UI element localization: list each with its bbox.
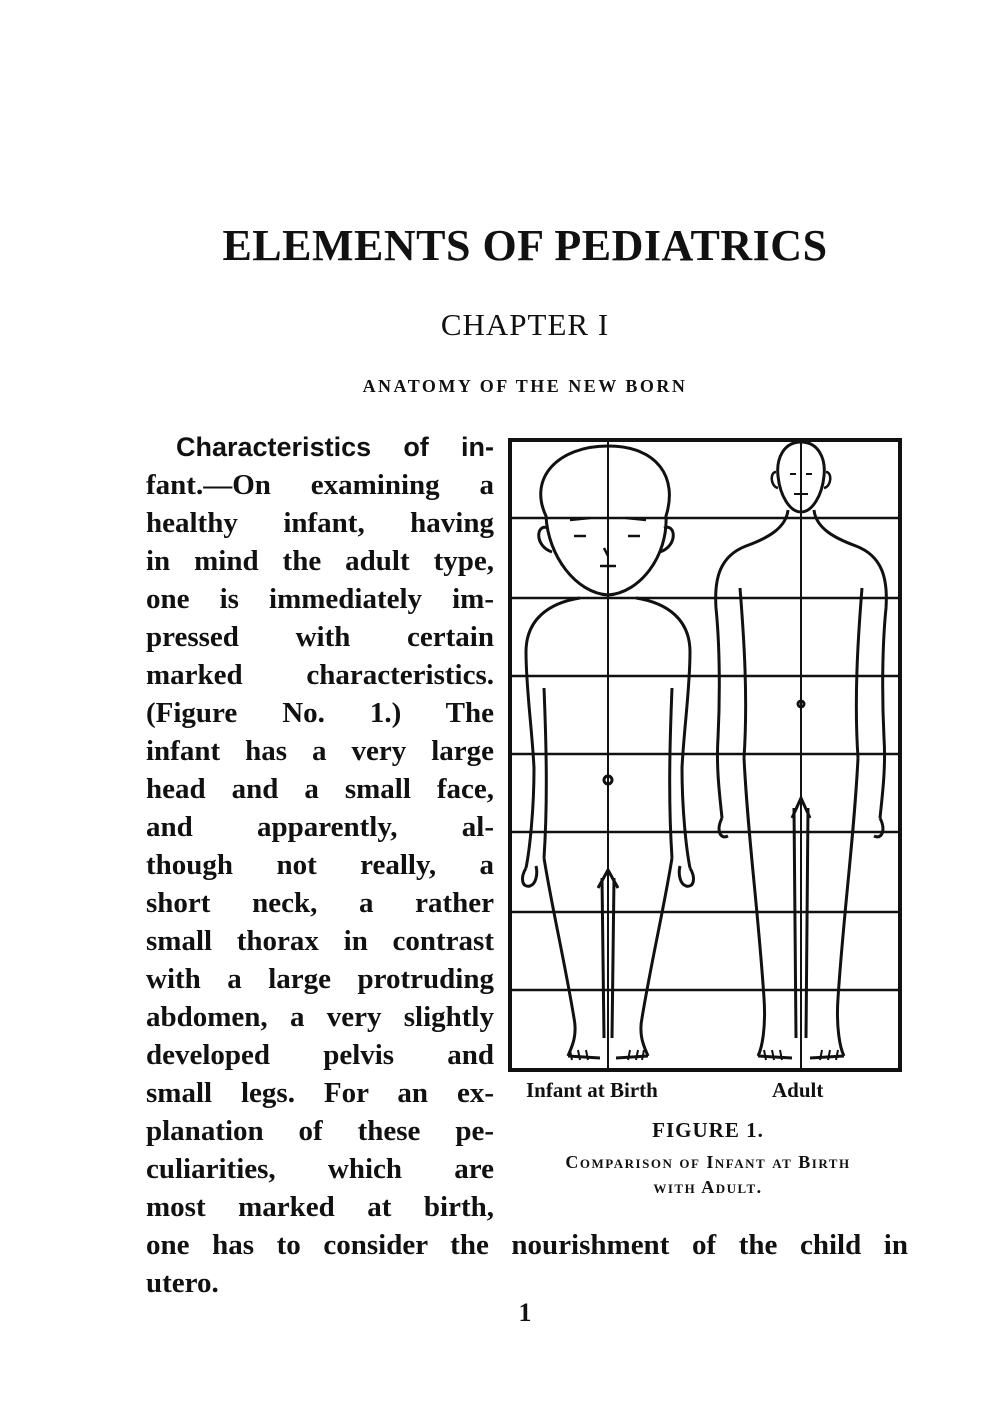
- body-text-line: and apparently, al-: [146, 811, 494, 843]
- body-text-line: though not really, a: [146, 849, 494, 881]
- body-text-line: pressed with certain: [146, 621, 494, 653]
- figure-caption-line: with Adult.: [653, 1177, 763, 1197]
- body-text-line: small thorax in contrast: [146, 925, 494, 957]
- body-text-line: short neck, a rather: [146, 887, 494, 919]
- body-text-line: with a large protruding: [146, 963, 494, 995]
- body-text-line: healthy infant, having: [146, 507, 494, 539]
- body-text-narrow-column: [146, 428, 494, 1226]
- body-text-line: in mind the adult type,: [146, 545, 494, 577]
- body-text-line: developed pelvis and: [146, 1039, 494, 1071]
- figure-label-infant: Infant at Birth: [526, 1078, 658, 1102]
- section-title: ANATOMY OF THE NEW BORN: [362, 376, 688, 396]
- infant-adult-proportion-figure: [508, 438, 902, 1074]
- body-text-line: one is immediately im-: [146, 583, 494, 615]
- chapter-heading: CHAPTER I: [440, 307, 610, 342]
- body-text-line: (Figure No. 1.) The: [146, 697, 494, 729]
- proportion-grid-lines: [510, 518, 900, 990]
- page-number: 1: [518, 1298, 532, 1327]
- figure-caption: [512, 1150, 904, 1200]
- paragraph-lead-heading: Characteristics of in-: [176, 432, 494, 462]
- body-text-line: culiarities, which are: [146, 1153, 494, 1185]
- body-text-line: marked characteristics.: [146, 659, 494, 691]
- figure-caption-line: Comparison of Infant at Birth: [565, 1152, 851, 1172]
- figure-label-adult: Adult: [772, 1078, 824, 1102]
- body-text-full-width-line: one has to consider the nourishment of the child in: [146, 1229, 908, 1261]
- body-text-line: head and a small face,: [146, 773, 494, 805]
- body-text-last-line: utero.: [146, 1267, 219, 1299]
- book-title: ELEMENTS OF PEDIATRICS: [222, 221, 828, 270]
- figure-number: FIGURE 1.: [652, 1118, 764, 1142]
- body-text-line: fant.—On examining a: [146, 469, 494, 501]
- body-text-line: abdomen, a very slightly: [146, 1001, 494, 1033]
- body-text-line: small legs. For an ex-: [146, 1077, 494, 1109]
- body-text-line: infant has a very large: [146, 735, 494, 767]
- body-text-line: most marked at birth,: [146, 1191, 494, 1223]
- body-text-line: planation of these pe-: [146, 1115, 494, 1147]
